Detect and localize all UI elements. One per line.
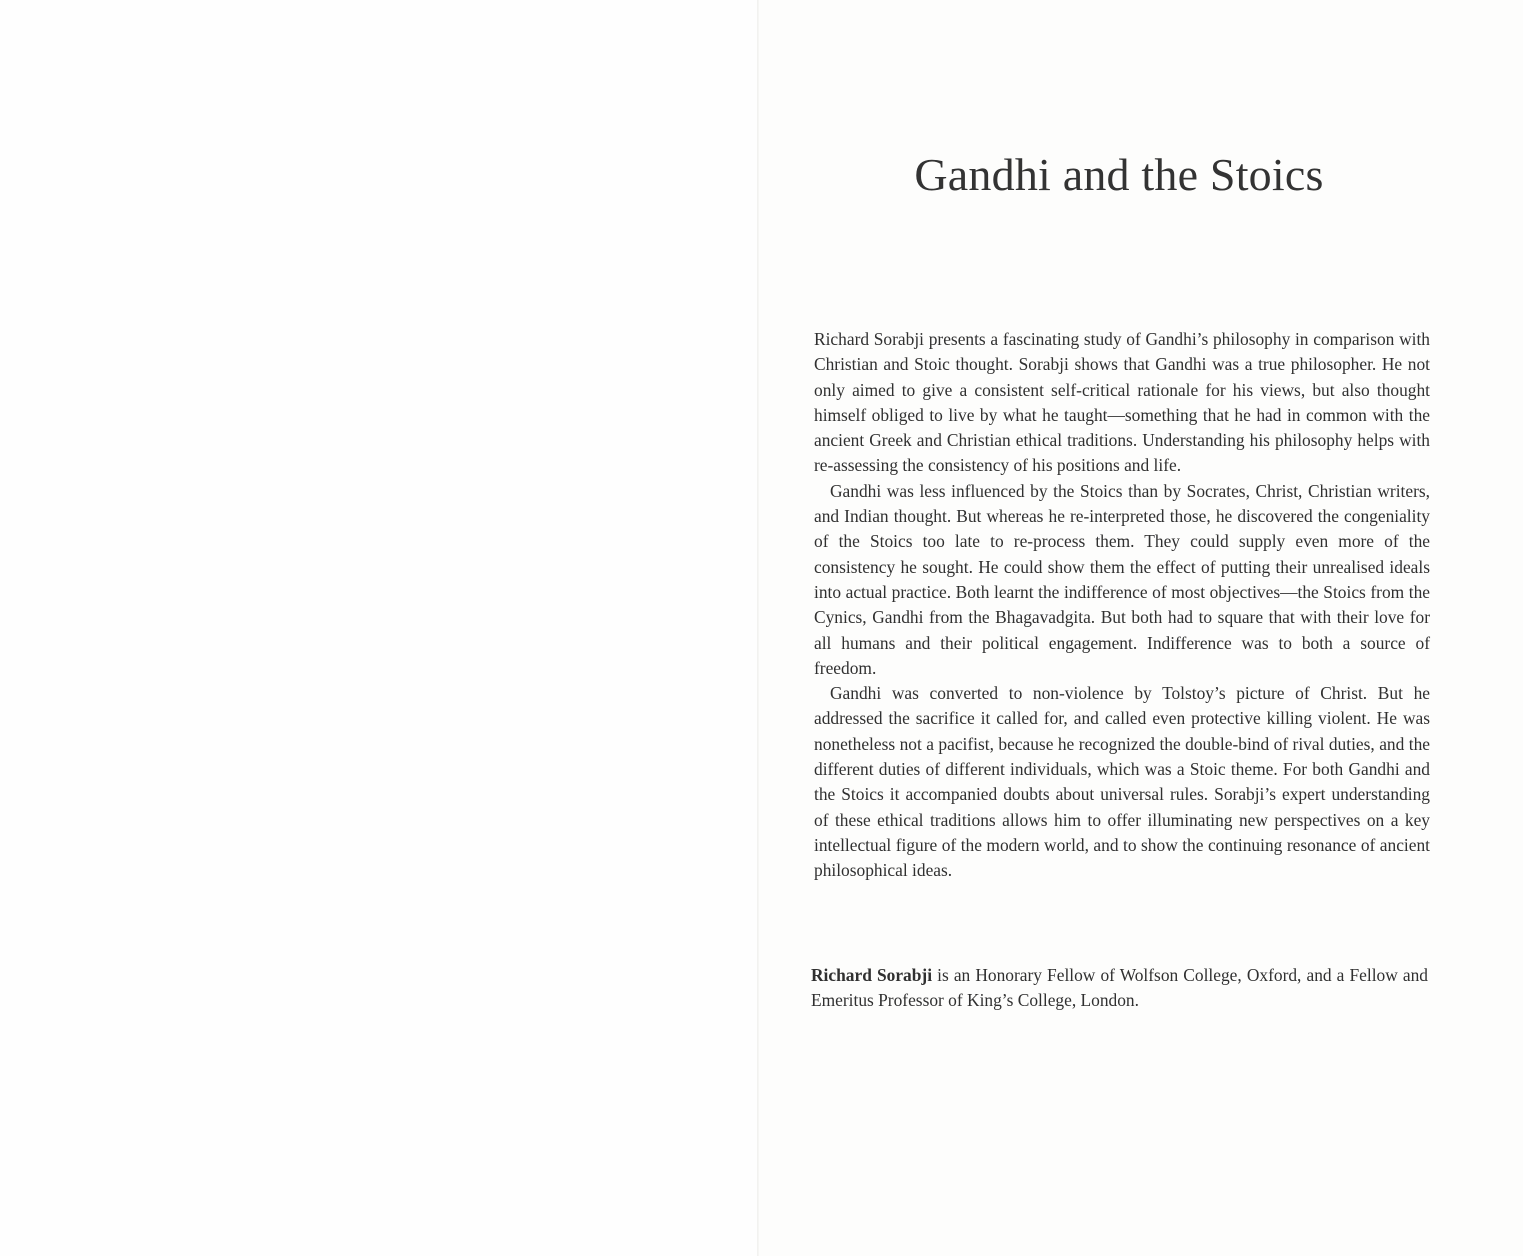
blurb-paragraph-2: Gandhi was less influenced by the Stoics than by Socrates, Christ, Christian writers, and Indian thought. But whereas he re-interpreted those, he discovered the congeniality of the Stoics too late to re-process them. They could supply even more of the consistency he sought. He could show them the effect of putting their unrealised ideals into actual practice. Both learnt the indifference of most objectives—the Stoics from the Cynics, Gandhi from the Bhagavadgita. But both had to square that with their love for all humans and their political engagement. Indifference was to both a source of freedom. [814,480,1430,678]
author-name: Richard Sorabji [811,965,933,985]
blurb-paragraph-1: Richard Sorabji presents a fascinating study of Gandhi’s philosophy in comparison with Christian and Stoic thought. Sorabji shows that Gandhi was a true philosopher. He not only aimed to give a consistent self-critical rationale for his views, but also thought himself obliged to live by what he taught—something that he had in common with the ancient Greek and Christian ethical traditions. Understanding his philosophy helps with re-assessing the consistency of his positions and life. [814,329,1430,476]
book-title: Gandhi and the Stoics [914,149,1324,200]
book-blurb [814,327,1430,884]
blurb-paragraph-3: Gandhi was converted to non-violence by Tolstoy’s picture of Christ. But he addressed the sacrifice it called for, and called even protective killing violent. He was nonetheless not a pacifist, because he recognized the double-bind of rival duties, and the different duties of different individuals, which was a Stoic theme. For both Gandhi and the Stoics it accompanied doubts about universal rules. Sorabji’s expert understanding of these ethical traditions allows him to offer illuminating new perspectives on a key intellectual figure of the modern world, and to show the continuing resonance of ancient philosophical ideas. [814,683,1430,881]
author-bio-text: is an Honorary Fellow of Wolfson College, Oxford, and a Fellow and Emeritus Professor of King’s College, London. [811,965,1428,1011]
left-page-blank [0,0,758,1256]
author-bio [811,963,1428,1014]
